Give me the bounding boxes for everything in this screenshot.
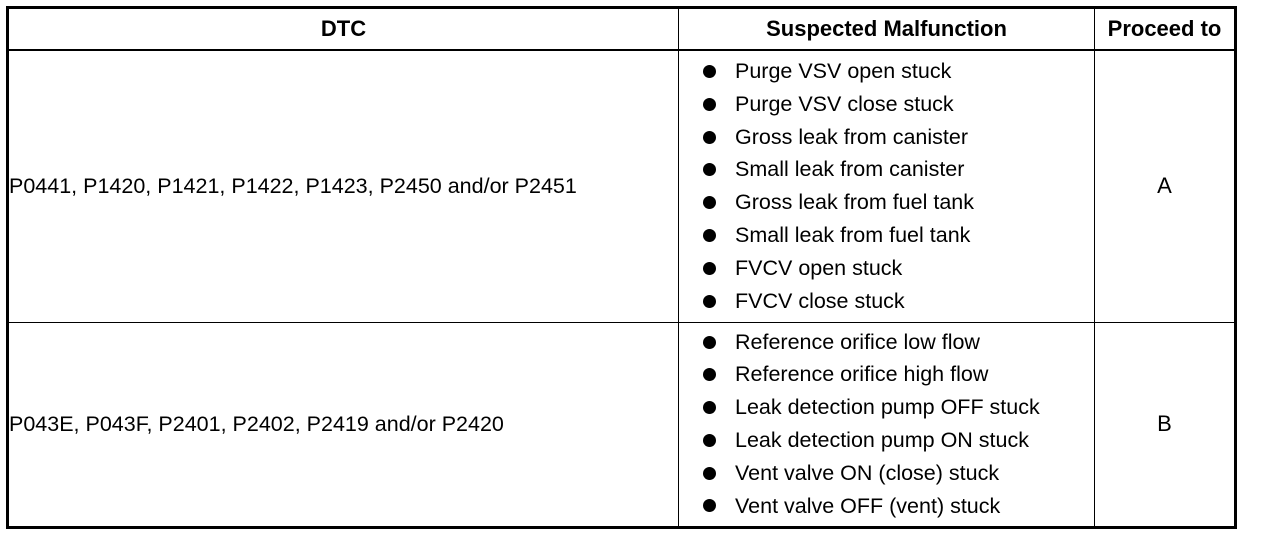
- bullet-icon: [703, 163, 716, 176]
- malfunction-text: FVCV close stuck: [735, 288, 905, 313]
- list-item: [703, 88, 1094, 121]
- malfunction-text: Gross leak from fuel tank: [735, 190, 974, 215]
- malfunction-text: Gross leak from canister: [735, 124, 968, 149]
- bullet-icon: [703, 499, 716, 512]
- list-item: [703, 457, 1094, 490]
- bullet-icon: [703, 368, 716, 381]
- list-item: [703, 391, 1094, 424]
- suspected-malfunction-cell: [679, 50, 1095, 322]
- list-item: [703, 219, 1094, 252]
- table-row: [8, 322, 1236, 527]
- list-item: [703, 186, 1094, 219]
- header-row: [8, 8, 1236, 51]
- malfunction-text: Purge VSV open stuck: [735, 59, 952, 84]
- list-item: [703, 326, 1094, 359]
- list-item: [703, 424, 1094, 457]
- malfunction-list: [679, 326, 1094, 523]
- bullet-icon: [703, 65, 716, 78]
- list-item: [703, 153, 1094, 186]
- list-item: [703, 358, 1094, 391]
- dtc-codes-cell: P0441, P1420, P1421, P1422, P1423, P2450 and/or P2451: [8, 50, 679, 322]
- proceed-header: Proceed to: [1095, 8, 1236, 51]
- dtc-header: DTC: [8, 8, 679, 51]
- malfunction-text: Purge VSV close stuck: [735, 91, 954, 116]
- malfunction-text: Leak detection pump OFF stuck: [735, 395, 1040, 420]
- list-item: [703, 252, 1094, 285]
- dtc-codes-cell: P043E, P043F, P2401, P2402, P2419 and/or P2420: [8, 322, 679, 527]
- list-item: [703, 121, 1094, 154]
- bullet-icon: [703, 295, 716, 308]
- bullet-icon: [703, 229, 716, 242]
- suspected-malfunction-cell: [679, 322, 1095, 527]
- list-item: [703, 55, 1094, 88]
- bullet-icon: [703, 336, 716, 349]
- malfunction-text: Reference orifice high flow: [735, 362, 989, 387]
- list-item: [703, 490, 1094, 523]
- malfunction-text: Reference orifice low flow: [735, 329, 980, 354]
- malfunction-text: Vent valve ON (close) stuck: [735, 460, 1000, 485]
- bullet-icon: [703, 401, 716, 414]
- bullet-icon: [703, 467, 716, 480]
- proceed-to-cell: B: [1095, 322, 1236, 527]
- dtc-table: [6, 6, 1237, 529]
- malfunction-list: [679, 55, 1094, 317]
- malfunction-text: Vent valve OFF (vent) stuck: [735, 493, 1001, 518]
- table-row: [8, 50, 1236, 322]
- malfunction-text: Leak detection pump ON stuck: [735, 428, 1029, 452]
- bullet-icon: [703, 434, 716, 447]
- bullet-icon: [703, 98, 716, 111]
- list-item: [703, 285, 1094, 318]
- malfunction-text: FVCV open stuck: [735, 255, 903, 280]
- bullet-icon: [703, 262, 716, 275]
- bullet-icon: [703, 196, 716, 209]
- bullet-icon: [703, 131, 716, 144]
- malfunction-text: Small leak from fuel tank: [735, 223, 971, 248]
- proceed-to-cell: A: [1095, 50, 1236, 322]
- malfunction-text: Small leak from canister: [735, 157, 965, 182]
- malfunction-header: Suspected Malfunction: [679, 8, 1095, 51]
